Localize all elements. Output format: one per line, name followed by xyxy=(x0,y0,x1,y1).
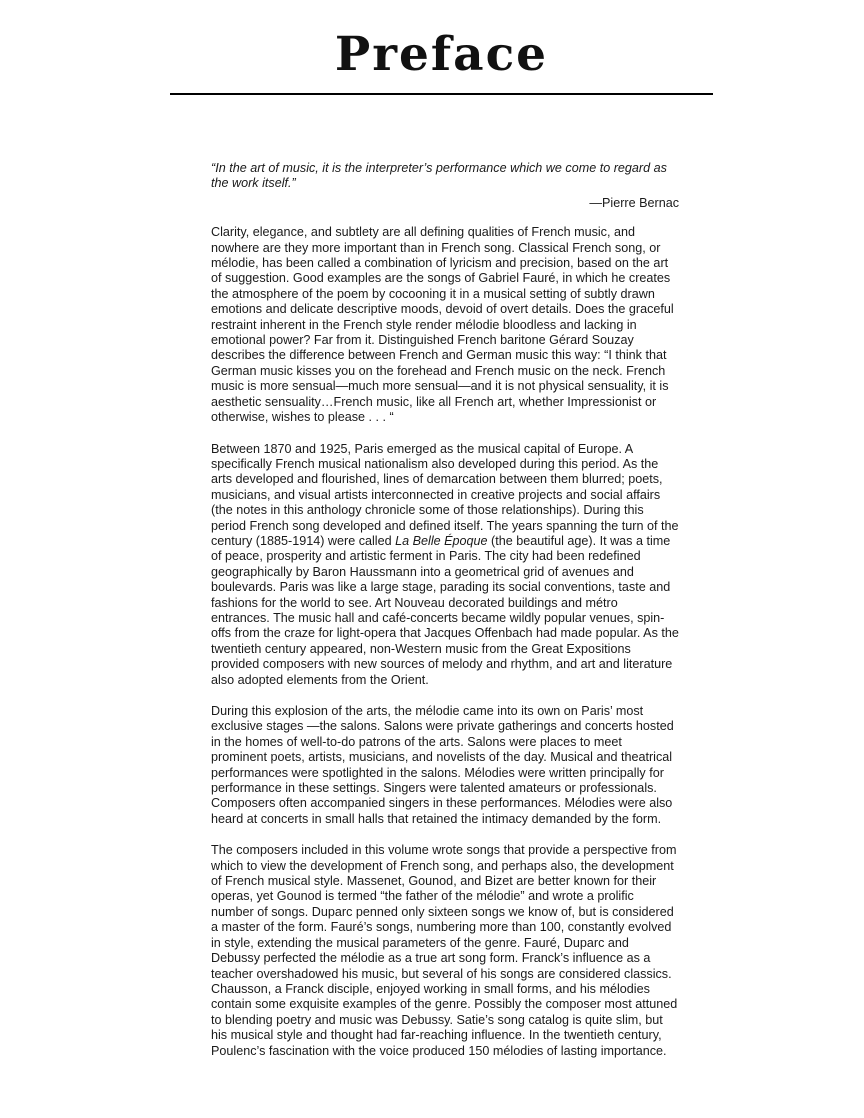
epigraph xyxy=(211,161,679,211)
page-title: Preface xyxy=(334,27,549,82)
paragraph-4: The composers included in this volume wrote songs that provide a perspective from which to view the development of French song, and perhaps also, the development of French musical style. Massenet, Gounod, and Bizet are better known for their operas, yet Gounod is termed “the father of the mélodie” and wrote a prolific number of songs. Duparc penned only sixteen songs we know of, but is considered a master of the form. Fauré’s songs, numbering more than 100, constantly evolved in style, extending the musical parameters of the genre. Fauré, Duparc and Debussy perfected the mélodie as a true art song form. Franck’s influence as a teacher overshadowed his music, but several of his songs are considered classics. Chausson, a Franck disciple, enjoyed working in small forms, and his mélodies contain some exquisite examples of the genre. Possibly the composer most attuned to blending poetry and music was Debussy. Satie’s song catalog is quite slim, but his musical style and thought had far-reaching influence. In the twentieth century, Poulenc’s fascination with the voice produced 150 mélodies of lasting importance. xyxy=(211,843,678,1058)
epigraph-quote: “In the art of music, it is the interpreter’s performance which we come to regard as the work itself.” xyxy=(211,161,667,191)
paragraph-2-text-pre: Between 1870 and 1925, Paris emerged as the musical capital of Europe. A specifically French musical nationalism also developed during this period. As the arts developed and flourished, lines of demarcation between them blurred; poets, musicians, and visual artists interconnected in creative projects and social affairs (the notes in this anthology chronicle some of those relationships). During this period French song developed and defined itself. The years spanning the turn of the century (1885-1914) were called xyxy=(211,441,679,548)
epigraph-attribution: —Pierre Bernac xyxy=(589,195,679,210)
paragraph-2 xyxy=(211,442,679,689)
page-header xyxy=(170,28,713,95)
title-rule xyxy=(170,93,713,95)
preface-content xyxy=(211,161,679,1059)
paragraph-2-text-post: (the beautiful age). It was a time of peace, prosperity and artistic ferment in Paris. The city had been redefined geographically by Baron Haussmann into a geometrical grid of avenues and boulevards. Paris was like a large stage, parading its social conventions, taste and fashions for the world to see. Art Nouveau decorated buildings and métro entrances. The music hall and café-concerts became wildly popular venues, spin-offs from the craze for light-opera that Jacques Offenbach had made popular. As the twentieth century appeared, non-Western music from the Great Expositions provided composers with new sources of melody and rhythm, and art and literature also adopted elements from the Orient. xyxy=(211,533,679,687)
paragraph-3: During this explosion of the arts, the mélodie came into its own on Paris’ most exclusive stages —the salons. Salons were private gatherings and concerts hosted in the homes of well-to-do patrons of the arts. Salons were places to meet prominent poets, artists, musicians, and novelists of the day. Musical and theatrical performances were spotlighted in the salons. Mélodies were written principally for performance in these settings. Singers were talented amateurs or professionals. Composers often accompanied singers in these performances. Mélodies were also heard at concerts in small halls that retained the intimacy demanded by the form. xyxy=(211,704,674,826)
paragraph-1: Clarity, elegance, and subtlety are all defining qualities of French music, and nowhere are they more important than in French song. Classical French song, or mélodie, has been called a combination of lyricism and precision, based on the art of suggestion. Good examples are the songs of Gabriel Fauré, in which he creates the atmosphere of the poem by cocooning it in a musical setting of subtly drawn emotions and delicate descriptive moods, devoid of overt details. Does the graceful restraint inherent in the French style render mélodie bloodless and lacking in emotional power? Far from it. Distinguished French baritone Gérard Souzay describes the difference between French and German music this way: “I think that German music kisses you on the forehead and French music on the neck. French music is more sensual—much more sensual—and it is not physical sensuality, it is aesthetic sensuality…French music, like all French art, whether Impressionist or otherwise, wishes to please . . . “ xyxy=(211,225,674,425)
la-belle-epoque-italic: La Belle Époque xyxy=(395,533,488,548)
